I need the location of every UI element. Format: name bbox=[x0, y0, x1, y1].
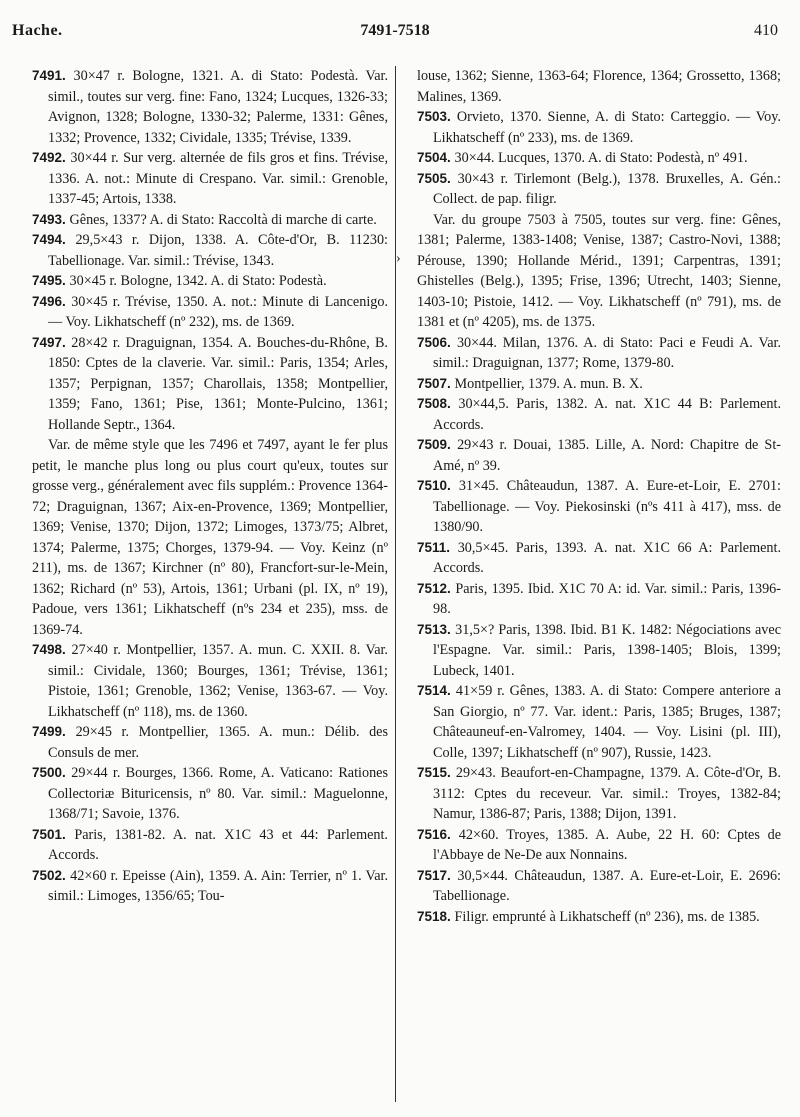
catalog-entry bbox=[32, 640, 388, 722]
entry-text: 28×42 r. Draguignan, 1354. A. Bouches-du-Rhône, B. 1850: Cptes de la claverie. Var. simil.: Paris, 1354; Arles, 1357; Perpignan, 1357; Charollais, 1358; Montpellier, 1359; Fano, 1361; Pise, 1361; Monte-Pulcino, 1361; Hollande Septr., 1364. bbox=[48, 334, 388, 433]
entry-number: 7499. bbox=[32, 724, 76, 739]
entry-text: 29×45 r. Montpellier, 1365. A. mun.: Délib. des Consuls de mer. bbox=[48, 724, 388, 761]
entry-number: 7508. bbox=[417, 396, 459, 411]
entry-text: 30,5×45. Paris, 1393. A. nat. X1C 66 A: Parlement. Accords. bbox=[433, 539, 781, 576]
entry-text: Paris, 1381-82. A. nat. X1C 43 et 44: Parlement. Accords. bbox=[48, 826, 388, 863]
column-divider bbox=[395, 66, 396, 1102]
catalog-entry bbox=[32, 66, 388, 148]
entry-number: 7496. bbox=[32, 293, 72, 309]
entry-number: 7493. bbox=[32, 211, 70, 227]
entry-text: 41×59 r. Gênes, 1383. A. di Stato: Compere anteriore a San Giorgio, nº 77. Var. ident.: Paris, 1385; Bruges, 1387; Châteauneuf-en-Valromey, 1404. — Voy. Lisini (pl. III), Colle, 1397; Likhatscheff (nº 907), Russie, 1423. bbox=[433, 683, 781, 761]
entry-text: 31×45. Châteaudun, 1387. A. Eure-et-Loir, E. 2701: Tabellionage. — Voy. Piekosinski (nºs 411 à 417), mss. de 1380/90. bbox=[433, 478, 781, 535]
catalog-entry bbox=[417, 825, 781, 866]
catalog-entry bbox=[417, 374, 781, 395]
catalog-entry bbox=[417, 476, 781, 538]
variant-note: Var. de même style que les 7496 et 7497, ayant le fer plus petit, le manche plus long ou plus court qu'eux, toutes sur grosse verg., généralement avec fils supplém.: Provence 1364-72; Draguignan, 1367; Aix-en-Provence, 1369; Montpellier, 1369; Venise, 1370; Dijon, 1372; Limoges, 1373/75; Albret, 1374; Palerme, 1375; Chorges, 1379-94. — Voy. Keinz (nº 211), ms. de 1367; Kirchner (nº 80), Francfort-sur-le-Mein, 1362; Richard (nº 53), Artois, 1361; Urbani (pl. IX, nº 19), Padoue, vers 1361; Likhatscheff (nºs 234 et 235), mss. de 1369-74. bbox=[32, 437, 388, 638]
page-number: 410 bbox=[754, 22, 778, 39]
entry-number: 7518. bbox=[417, 908, 455, 924]
entry-text: 29×43. Beaufort-en-Champagne, 1379. A. Côte-d'Or, B. 3112: Cptes du receveur. Var. simil.: Troyes, 1382-84; Namur, 1386-87; Paris, 1388; Dijon, 1391. bbox=[433, 765, 781, 822]
entry-text: 29×43 r. Douai, 1385. Lille, A. Nord: Chapitre de St-Amé, nº 39. bbox=[433, 437, 781, 474]
entry-number: 7514. bbox=[417, 683, 456, 698]
entry-text: 30,5×44. Châteaudun, 1387. A. Eure-et-Loir, E. 2696: Tabellionage. bbox=[433, 867, 781, 904]
entry-number: 7495. bbox=[32, 273, 70, 288]
variant-note: Var. du groupe 7503 à 7505, toutes sur verg. fine: Gênes, 1381; Palerme, 1383-1408; Venise, 1387; Castro-Novi, 1388; Pérouse, 1390; Hollande Mérid., 1391; Carpentras, 1391; Ghistelles (Belg.), 1395; Frise, 1396; Utrecht, 1403; Sienne, 1403-10; Pistoie, 1412. — Voy. Likhatscheff (nº 791), ms. de 1381 et (nº 4205), ms. de 1375. bbox=[417, 211, 781, 330]
entry-text: 30×44,5. Paris, 1382. A. nat. X1C 44 B: Parlement. Accords. bbox=[433, 396, 781, 433]
entry-number: 7505. bbox=[417, 170, 458, 186]
entry-text: Montpellier, 1379. A. mun. B. X. bbox=[454, 375, 643, 392]
page-header bbox=[12, 18, 778, 44]
catalog-entry bbox=[417, 107, 781, 148]
entry-text: 30×45 r. Trévise, 1350. A. not.: Minute di Lancenigo. — Voy. Likhatscheff (nº 232), ms. de 1369. bbox=[48, 293, 388, 330]
entry-number: 7492. bbox=[32, 150, 71, 165]
entry-number: 7500. bbox=[32, 765, 72, 780]
running-head-range: 7491-7518 bbox=[360, 22, 430, 39]
entry-number: 7513. bbox=[417, 621, 456, 637]
catalog-entry bbox=[32, 148, 388, 210]
entry-number: 7515. bbox=[417, 765, 456, 780]
entry-text: 30×44. Milan, 1376. A. di Stato: Paci e Feudi A. Var. simil.: Draguignan, 1377; Rome, 1379-80. bbox=[433, 334, 781, 371]
entry-number: 7497. bbox=[32, 334, 72, 350]
catalog-entry bbox=[32, 271, 388, 292]
entry-text: 31,5×? Paris, 1398. Ibid. B1 K. 1482: Négociations avec l'Espagne. Var. simil.: Paris, 1398-1405; Blois, 1399; Lubeck, 1401. bbox=[433, 621, 781, 679]
catalog-entry bbox=[32, 210, 388, 231]
entry-number: 7504. bbox=[417, 150, 455, 165]
entry-text: Orvieto, 1370. Sienne, A. di Stato: Carteggio. — Voy. Likhatscheff (nº 233), ms. de 1369. bbox=[433, 109, 781, 146]
catalog-entry bbox=[32, 825, 388, 866]
entry-text: 30×43 r. Tirlemont (Belg.), 1378. Bruxelles, A. Gén.: Collect. de pap. filigr. bbox=[433, 170, 781, 207]
entry-number: 7509. bbox=[417, 437, 458, 452]
entry-text: 29×44 r. Bourges, 1366. Rome, A. Vaticano: Rationes Collectoriæ Bituricensis, nº 80. Var. simil.: Maguelonne, 1368/71; Savoie, 1376. bbox=[48, 765, 388, 822]
entry-number: 7502. bbox=[32, 867, 71, 883]
entry-number: 7507. bbox=[417, 375, 455, 391]
catalog-entry bbox=[32, 722, 388, 763]
entry-number: 7516. bbox=[417, 826, 459, 842]
catalog-entry bbox=[417, 620, 781, 682]
catalog-entry bbox=[32, 763, 388, 825]
catalog-entry bbox=[32, 866, 388, 907]
entry-text: 42×60 r. Epeisse (Ain), 1359. A. Ain: Terrier, nº 1. Var. simil.: Limoges, 1356/65; Tou- bbox=[48, 867, 388, 904]
entry-text: Paris, 1395. Ibid. X1C 70 A: id. Var. simil.: Paris, 1396-98. bbox=[433, 580, 781, 617]
entry-text: 30×45 r. Bologne, 1342. A. di Stato: Podestà. bbox=[69, 273, 327, 289]
catalog-entry bbox=[417, 538, 781, 579]
entry-number: 7494. bbox=[32, 232, 76, 247]
entry-number: 7511. bbox=[417, 539, 458, 555]
right-column bbox=[417, 66, 781, 927]
entry-number: 7498. bbox=[32, 642, 72, 657]
catalog-entry bbox=[417, 169, 781, 210]
catalog-entry bbox=[32, 292, 388, 333]
entry-text: 30×44 r. Sur verg. alternée de fils gros et fins. Trévise, 1336. A. not.: Minute di Crespano. Var. simil.: Grenoble, 1337-45; Artois, 1338. bbox=[48, 150, 388, 207]
entry-text: 29,5×43 r. Dijon, 1338. A. Côte-d'Or, B. 11230: Tabellionage. Var. simil.: Trévise, 1343. bbox=[48, 232, 388, 269]
running-head-left: Hache. bbox=[12, 22, 63, 39]
catalog-entry bbox=[417, 333, 781, 374]
catalog-entry bbox=[417, 907, 781, 928]
entry-text: Gênes, 1337? A. di Stato: Raccoltà di marche di carte. bbox=[69, 211, 377, 228]
entry-number: 7501. bbox=[32, 826, 75, 842]
catalog-entry bbox=[32, 333, 388, 436]
entry-text: 42×60. Troyes, 1385. A. Aube, 22 H. 60: Cptes de l'Abbaye de Ne-De aux Nonnains. bbox=[433, 826, 781, 863]
entry-number: 7491. bbox=[32, 68, 74, 83]
catalog-entry bbox=[417, 435, 781, 476]
entry-text: 30×44. Lucques, 1370. A. di Stato: Podestà, nº 491. bbox=[454, 150, 748, 166]
catalog-entry bbox=[417, 394, 781, 435]
margin-mark: › bbox=[396, 251, 401, 266]
catalog-entry bbox=[32, 230, 388, 271]
entry-number: 7506. bbox=[417, 334, 457, 350]
entry-number: 7517. bbox=[417, 867, 458, 883]
entry-number: 7512. bbox=[417, 580, 456, 596]
catalog-entry bbox=[417, 579, 781, 620]
entry-continuation: louse, 1362; Sienne, 1363-64; Florence, 1364; Grossetto, 1368; Malines, 1369. bbox=[417, 68, 781, 105]
catalog-entry bbox=[417, 681, 781, 763]
entry-text: Filigr. emprunté à Likhatscheff (nº 236), ms. de 1385. bbox=[454, 908, 760, 925]
entry-text: 30×47 r. Bologne, 1321. A. di Stato: Podestà. Var. simil., toutes sur verg. fine: Fano, 1324; Lucques, 1326-33; Avignon, 1328; Bologne, 1330-32; Palerme, 1331: Gênes, 1332; Provence, 1332; Cividale, 1335; Trévise, 1339. bbox=[48, 68, 388, 146]
entry-number: 7503. bbox=[417, 109, 457, 124]
entry-text: 27×40 r. Montpellier, 1357. A. mun. C. XXII. 8. Var. simil.: Cividale, 1360; Bourges, 1361; Trévise, 1361; Pistoie, 1361; Grenoble, 1362; Venise, 1363-67. — Voy. Likhatscheff (nº 118), ms. de 1360. bbox=[48, 642, 388, 720]
catalog-entry bbox=[417, 763, 781, 825]
catalog-entry bbox=[417, 866, 781, 907]
entry-number: 7510. bbox=[417, 478, 459, 493]
catalog-entry bbox=[417, 148, 781, 169]
left-column bbox=[32, 66, 388, 907]
